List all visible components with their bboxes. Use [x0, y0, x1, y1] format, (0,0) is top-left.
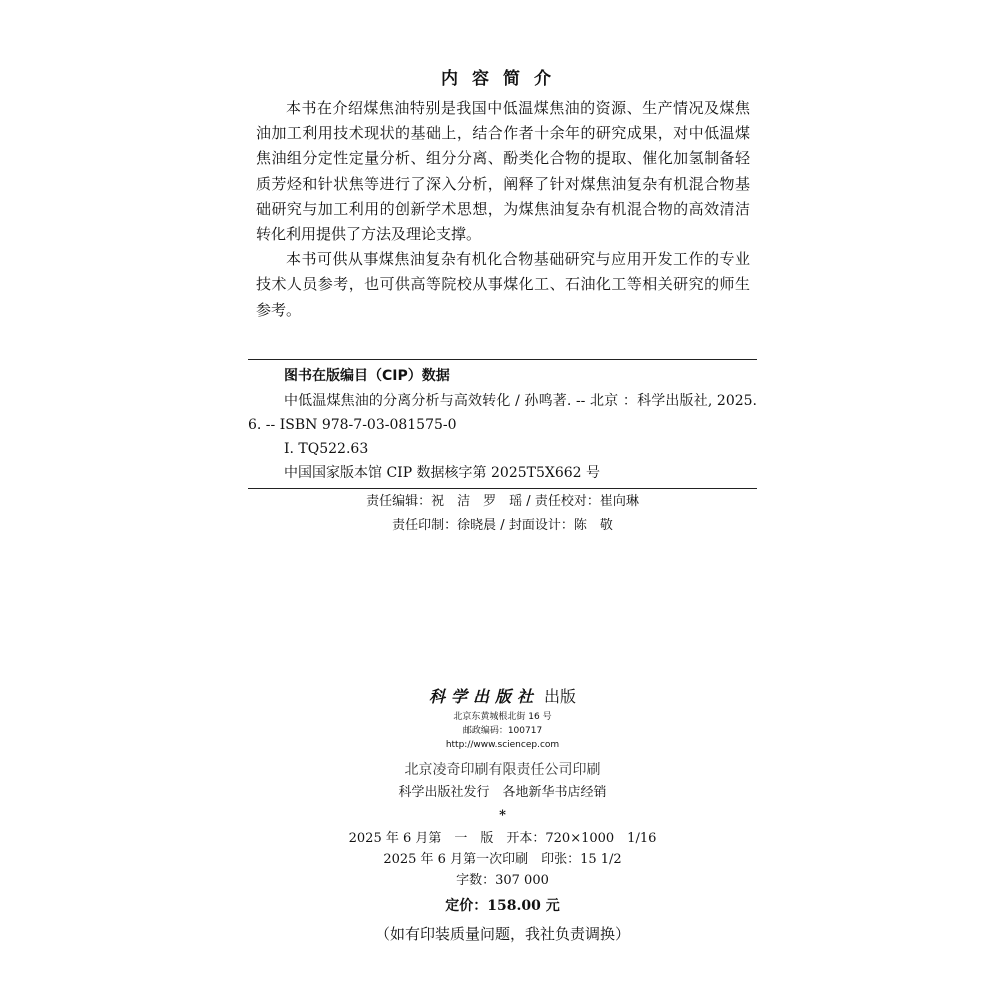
editorial-credits — [248, 490, 757, 537]
publisher-logo-text: 科学出版社 — [428, 687, 539, 706]
publisher-url: http://www.sciencep.com — [445, 740, 560, 750]
publisher-suffix: 出版 — [544, 687, 577, 706]
cip-classification: Ⅰ. TQ522.63 — [284, 440, 369, 457]
publisher-address: 北京东黄城根北街 16 号 — [453, 712, 552, 722]
word-count: 字数：307 000 — [456, 873, 549, 888]
price: 定价：158.00 元 — [445, 898, 560, 914]
abstract-body — [256, 96, 750, 323]
credits-production: 责任印制：徐晓晨 / 封面设计：陈 敬 — [392, 517, 613, 533]
edition-line: 2025 年 6 月第 一 版 开本：720×1000 1/16 — [348, 831, 657, 846]
quality-notice: （如有印装质量问题，我社负责调换） — [374, 925, 630, 943]
credits-editors: 责任编辑：祝 洁 罗 瑶 / 责任校对：崔向琳 — [366, 494, 639, 509]
cip-number: 中国国家版本馆 CIP 数据核字第 2025T5X662 号 — [284, 465, 601, 481]
separator-star: * — [499, 808, 506, 823]
cip-record: 中低温煤焦油的分离分析与高效转化 / 孙鸣著. -- 北京 ：科学出版社, 2025. 6. -- ISBN 978-7-03-081575-0 — [248, 392, 757, 433]
printing-line: 2025 年 6 月第一次印刷 印张：15 1/2 — [383, 852, 622, 867]
publisher-postcode: 邮政编码：100717 — [462, 726, 543, 736]
abstract-paragraph: 本书可供从事煤焦油复杂有机化合物基础研究与应用开发工作的专业技术人员参考，也可供高等院校从事煤化工、石油化工等相关研究的师生参考。 — [256, 250, 750, 319]
cip-data-block — [248, 359, 757, 489]
publication-info — [248, 684, 757, 947]
printer-line: 北京凌奇印刷有限责任公司印刷 — [404, 762, 601, 778]
abstract-paragraph: 本书在介绍煤焦油特别是我国中低温煤焦油的资源、生产情况及煤焦油加工利用技术现状的基础上，结合作者十余年的研究成果，对中低温煤焦油组分定性定量分析、组分分离、酚类化合物的提取、催化加氢制备轻质芳烃和针状焦等进行了深入分析，阐释了针对煤焦油复杂有机混合物基础研究与加工利用的创新学术思想，为煤焦油复杂有机混合物的高效清洁转化利用提供了方法及理论支撑。 — [256, 99, 750, 244]
distribution-line: 科学出版社发行 各地新华书店经销 — [398, 785, 607, 800]
publisher-name — [248, 684, 757, 710]
cip-heading: 图书在版编目（CIP）数据 — [284, 368, 450, 384]
abstract-title: 内容简介 — [441, 69, 565, 89]
